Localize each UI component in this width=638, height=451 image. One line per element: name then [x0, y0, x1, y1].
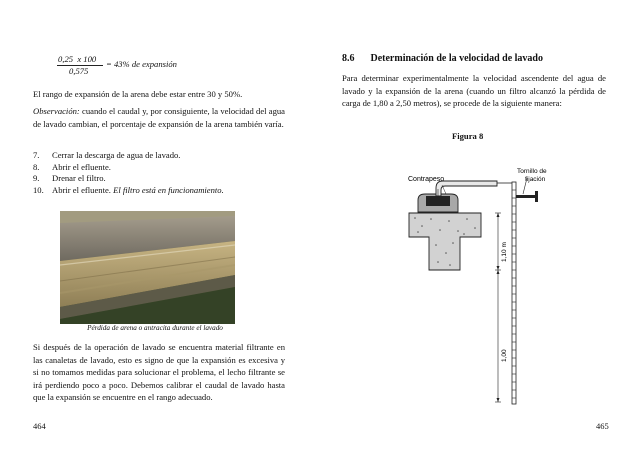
concrete-block [409, 213, 481, 270]
photo-caption: Pérdida de arena o antracita durante el lavado [87, 324, 223, 332]
graduated-ruler [512, 182, 516, 404]
fixing-screw-label-line1: Tornillo de [517, 168, 547, 175]
figure-title: Figura 8 [452, 131, 484, 141]
dimension-label-bottom: 1,00 [501, 349, 508, 362]
dimension-lines [495, 213, 501, 402]
observation-text: cuando el caudal y, por consiguiente, la velocidad del agua de lavado cambian, el porcentaje de expansión de la arena también varía. [33, 106, 285, 129]
right-page [319, 0, 638, 451]
figure-8-diagram [319, 0, 638, 451]
observation-label: Observación: [33, 106, 80, 116]
right-page-number: 465 [596, 421, 609, 431]
list-item: 10. Abrir el efluente. El filtro está en funcionamiento. [33, 184, 224, 195]
steps-list [33, 150, 293, 196]
list-item: 7. Cerrar la descarga de agua de lavado. [33, 150, 181, 160]
fixing-screw-icon [516, 195, 536, 198]
closing-paragraph: Si después de la operación de lavado se encuentra material filtrante en las canaletas de lavado, esto es signo de que la expansión es excesiva y si no tomamos medidas para solucionar el problema, el lecho filtrante se irá perdiendo poco a poco. Debemos calibrar el caudal de lavado hasta que la expansión se encuentre en el rango adecuado. [33, 342, 285, 403]
section-number: 8.6 [342, 53, 355, 64]
observation-paragraph [33, 105, 285, 130]
expansion-formula [50, 54, 250, 78]
list-item: 8. Abrir el efluente. [33, 161, 111, 172]
left-page-number: 464 [33, 421, 46, 431]
formula-numerator: 0,25 x 100 [58, 54, 97, 64]
dimension-label-top: 1,10 m [501, 242, 508, 262]
expansion-range-text: El rango de expansión de la arena debe estar entre 30 y 50%. [33, 89, 243, 99]
fixing-screw-label-line2: fijación [525, 176, 546, 183]
section-intro: Para determinar experimentalmente la velocidad ascendente del agua de lavado y la expansión de la arena (cuando un filtro alcanzó la pérdida de carga de 1,80 a 2,50 metros), se procede de la siguiente manera: [342, 73, 606, 109]
channel-sand-photo [60, 211, 235, 324]
counterweight-label: Contrapeso [408, 176, 445, 183]
formula-denominator: 0,575 [69, 66, 89, 76]
formula-result: = 43% de expansión [106, 59, 177, 69]
list-item: 9. Drenar el filtro. [33, 173, 106, 184]
section-title: Determinación de la velocidad de lavado [370, 53, 543, 64]
